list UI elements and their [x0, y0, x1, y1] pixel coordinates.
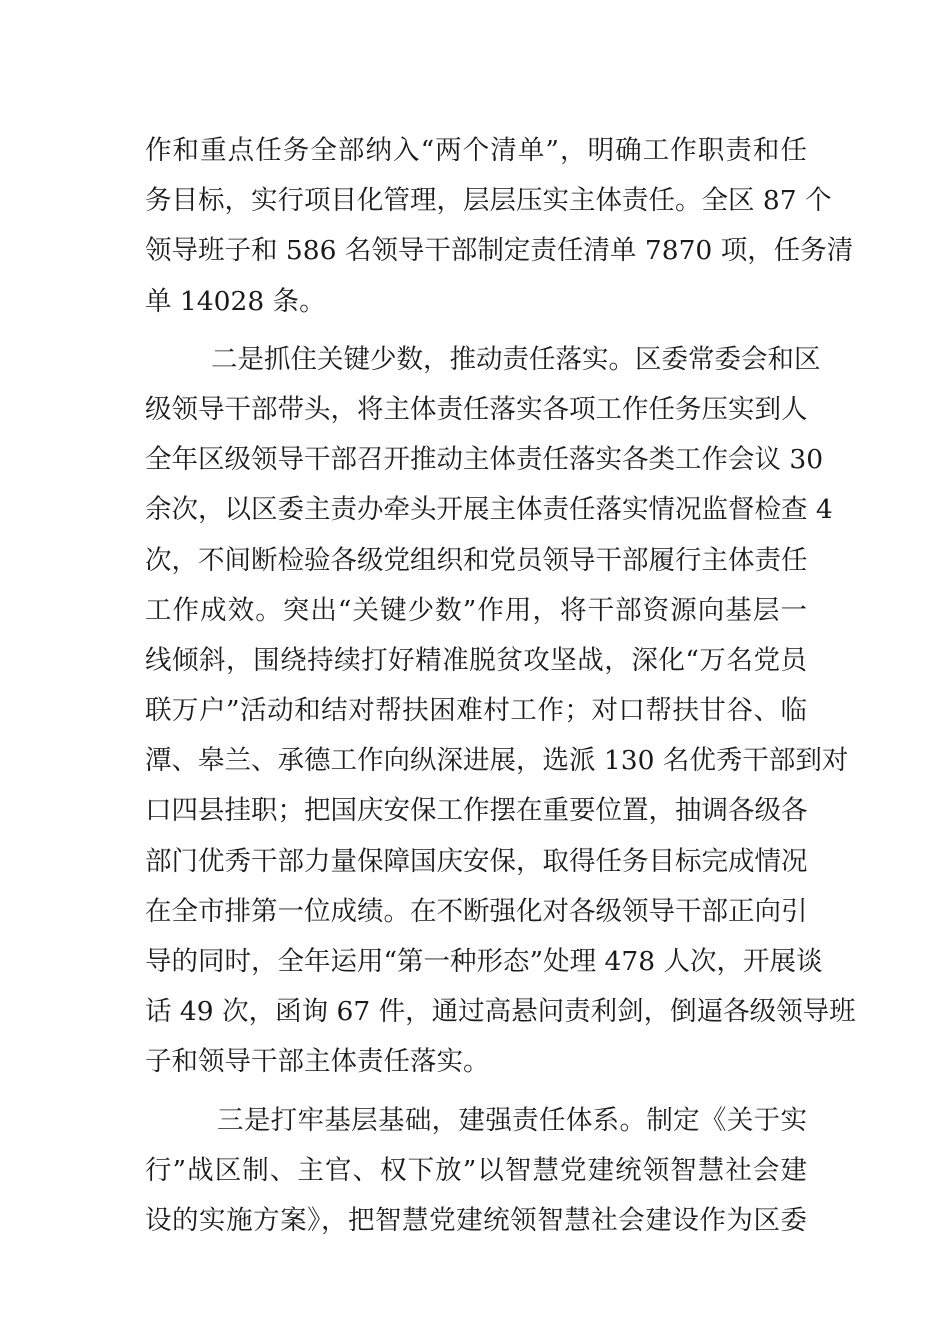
paragraph-2 [145, 335, 856, 1088]
text-line: 三是打牢基层基础，建强责任体系。制定《关于实 [217, 1104, 807, 1136]
text-line: 全年区级领导干部召开推动主体责任落实各类工作会议 30 [145, 444, 824, 476]
text-line: 行”战区制、主官、权下放”以智慧党建统领智慧社会建 [145, 1154, 807, 1186]
text-line: 线倾斜，围绕持续打好精准脱贫攻坚战，深化“万名党员 [145, 644, 807, 676]
text-line: 作和重点任务全部纳入“两个清单”，明确工作职责和任 [145, 135, 807, 166]
text-line: 口四县挂职；把国庆安保工作摆在重要位置，抽调各级各 [145, 795, 808, 827]
paragraph-3 [145, 1096, 807, 1247]
text-line: 二是抓住关键少数，推动责任落实。区委常委会和区 [211, 343, 821, 375]
text-line: 联万户”活动和结对帮扶困难村工作；对口帮扶甘谷、临 [145, 695, 807, 727]
text-line: 次，不间断检验各级党组织和党员领导干部履行主体责任 [145, 544, 808, 576]
text-line: 余次，以区委主责办牵头开展主体责任落实情况监督检查 4 [145, 494, 833, 526]
text-line: 领导班子和 586 名领导干部制定责任清单 7870 项，任务清 [145, 235, 854, 267]
text-line: 级领导干部带头，将主体责任落实各项工作任务压实到人 [145, 393, 808, 425]
document-body [145, 126, 856, 1246]
text-line: 子和领导干部主体责任落实。 [145, 1046, 490, 1078]
paragraph-spacer [145, 1088, 807, 1096]
text-line: 部门优秀干部力量保障国庆安保，取得任务目标完成情况 [145, 845, 808, 877]
text-line: 务目标，实行项目化管理，层层压实主体责任。全区 87 个 [145, 185, 832, 217]
text-line: 单 14028 条。 [145, 285, 326, 317]
text-line: 潭、皋兰、承德工作向纵深进展，选派 130 名优秀干部到对 [145, 745, 849, 777]
text-line: 工作成效。突出“关键少数”作用，将干部资源向基层一 [145, 594, 807, 626]
text-line: 在全市排第一位成绩。在不断强化对各级领导干部正向引 [145, 895, 808, 927]
paragraph-spacer [145, 327, 807, 335]
paragraph-1 [145, 126, 854, 327]
text-line: 导的同时，全年运用“第一种形态”处理 478 人次，开展谈 [145, 946, 823, 977]
text-line: 话 49 次，函询 67 件，通过高悬问责利剑，倒逼各级领导班 [145, 996, 856, 1028]
text-line: 设的实施方案》，把智慧党建统领智慧社会建设作为区委 [145, 1204, 807, 1236]
